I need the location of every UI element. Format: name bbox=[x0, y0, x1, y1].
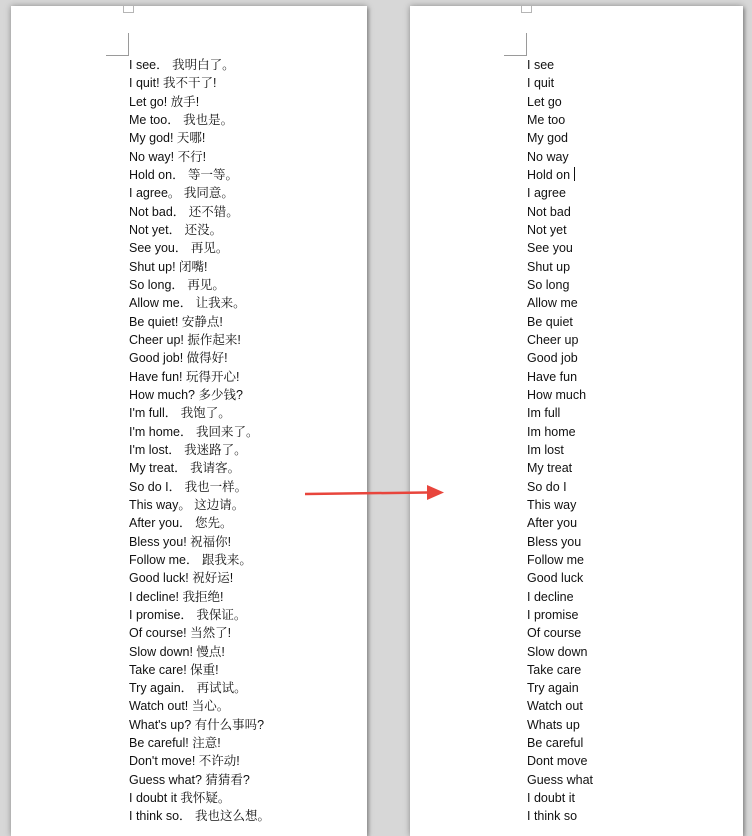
text-line[interactable] bbox=[129, 588, 270, 606]
line-text: I'm home． 我回来了。 bbox=[129, 424, 259, 439]
line-text: I'm full． 我饱了。 bbox=[129, 406, 231, 421]
text-line[interactable] bbox=[129, 478, 270, 496]
line-text: I agree。 我同意。 bbox=[129, 186, 234, 201]
text-line[interactable] bbox=[129, 404, 270, 422]
line-text: Good luck bbox=[527, 571, 584, 586]
text-line[interactable] bbox=[129, 643, 270, 661]
line-text: I decline bbox=[527, 589, 574, 604]
text-line[interactable] bbox=[527, 752, 593, 770]
margin-corner-mark bbox=[504, 33, 527, 56]
text-line[interactable] bbox=[129, 239, 270, 257]
line-text: Allow me． 让我来。 bbox=[129, 296, 246, 311]
line-text: Watch out! 当心。 bbox=[129, 699, 230, 714]
line-text: What's up? 有什么事吗? bbox=[129, 717, 265, 732]
line-text: I'm lost． 我迷路了。 bbox=[129, 442, 247, 457]
text-line[interactable] bbox=[129, 734, 270, 752]
text-line[interactable] bbox=[527, 276, 593, 294]
line-text: I doubt it bbox=[527, 791, 575, 806]
text-line[interactable] bbox=[527, 221, 593, 239]
text-line[interactable] bbox=[129, 716, 270, 734]
line-text: Im full bbox=[527, 406, 561, 421]
text-line[interactable] bbox=[527, 111, 593, 129]
line-text: This way bbox=[527, 497, 577, 512]
line-text: My treat． 我请客。 bbox=[129, 461, 241, 476]
right-arrow-icon bbox=[303, 484, 445, 504]
line-text: How much? 多少钱? bbox=[129, 387, 243, 402]
text-line[interactable] bbox=[527, 56, 593, 74]
text-line[interactable] bbox=[527, 478, 593, 496]
line-text: Watch out bbox=[527, 699, 583, 714]
text-line[interactable] bbox=[527, 74, 593, 92]
line-text: Don't move! 不许动! bbox=[129, 754, 240, 769]
line-text: Good luck! 祝好运! bbox=[129, 571, 234, 586]
text-line[interactable] bbox=[527, 184, 593, 202]
line-text: Not bad． 还不错。 bbox=[129, 204, 239, 219]
text-line[interactable] bbox=[129, 441, 270, 459]
text-line[interactable] bbox=[129, 606, 270, 624]
text-line[interactable] bbox=[129, 148, 270, 166]
text-line[interactable] bbox=[129, 276, 270, 294]
line-text: I see． 我明白了。 bbox=[129, 58, 235, 72]
text-line[interactable] bbox=[527, 258, 593, 276]
line-text: Let go! 放手! bbox=[129, 94, 200, 109]
line-text: Have fun! 玩得开心! bbox=[129, 369, 240, 384]
line-text: Take care! 保重! bbox=[129, 662, 219, 677]
text-line[interactable] bbox=[129, 349, 270, 367]
line-text: Bless you! 祝福你! bbox=[129, 534, 232, 549]
text-line[interactable] bbox=[129, 661, 270, 679]
line-text: After you bbox=[527, 516, 578, 531]
text-line[interactable] bbox=[129, 624, 270, 642]
text-line[interactable] bbox=[527, 349, 593, 367]
document-page-cleaned[interactable] bbox=[410, 6, 743, 836]
text-line[interactable] bbox=[527, 514, 593, 532]
text-line[interactable] bbox=[129, 368, 270, 386]
line-text: Be careful bbox=[527, 736, 584, 751]
line-text: I agree bbox=[527, 186, 566, 201]
line-text: Whats up bbox=[527, 717, 580, 732]
text-line[interactable] bbox=[129, 679, 270, 697]
line-text: Guess what? 猜猜看? bbox=[129, 772, 250, 787]
line-text: I quit bbox=[527, 76, 555, 91]
text-line[interactable] bbox=[129, 386, 270, 404]
arrow-head bbox=[427, 485, 444, 500]
text-line[interactable] bbox=[527, 294, 593, 312]
line-text: Allow me bbox=[527, 296, 578, 311]
text-line[interactable] bbox=[129, 56, 270, 74]
line-text: See you bbox=[527, 241, 573, 256]
line-text: Hold on bbox=[527, 167, 571, 182]
text-line[interactable] bbox=[129, 166, 270, 184]
line-text: Be quiet! 安静点! bbox=[129, 314, 223, 329]
text-line[interactable] bbox=[129, 331, 270, 349]
text-line[interactable] bbox=[527, 716, 593, 734]
phrase-list-original[interactable] bbox=[129, 56, 270, 826]
line-text: Be careful! 注意! bbox=[129, 736, 221, 751]
arrow-shaft bbox=[305, 493, 427, 495]
line-text: Me too． 我也是。 bbox=[129, 112, 234, 127]
line-text: My god bbox=[527, 131, 568, 146]
line-text: Im lost bbox=[527, 442, 564, 457]
line-text: Try again bbox=[527, 681, 579, 696]
text-line[interactable] bbox=[527, 239, 593, 257]
text-line[interactable] bbox=[129, 459, 270, 477]
line-text: I think so． 我也这么想。 bbox=[129, 809, 270, 824]
text-line[interactable] bbox=[527, 661, 593, 679]
line-text: Cheer up bbox=[527, 332, 579, 347]
line-text: Try again． 再试试。 bbox=[129, 681, 247, 696]
text-line[interactable] bbox=[129, 93, 270, 111]
line-text: Cheer up! 振作起来! bbox=[129, 332, 241, 347]
phrase-list-cleaned[interactable] bbox=[527, 56, 593, 826]
text-line[interactable] bbox=[527, 459, 593, 477]
text-line[interactable] bbox=[527, 569, 593, 587]
text-line[interactable] bbox=[129, 514, 270, 532]
text-line[interactable] bbox=[527, 129, 593, 147]
text-line[interactable] bbox=[129, 789, 270, 807]
text-line[interactable] bbox=[129, 221, 270, 239]
text-line[interactable] bbox=[527, 606, 593, 624]
text-line[interactable] bbox=[527, 734, 593, 752]
text-line[interactable] bbox=[527, 588, 593, 606]
text-line[interactable] bbox=[129, 533, 270, 551]
text-line[interactable] bbox=[129, 313, 270, 331]
text-line[interactable] bbox=[129, 74, 270, 92]
line-text: Shut up! 闭嘴! bbox=[129, 259, 208, 274]
text-line[interactable] bbox=[129, 697, 270, 715]
line-text: No way! 不行! bbox=[129, 149, 207, 164]
text-line[interactable] bbox=[527, 807, 593, 825]
line-text: Not bad bbox=[527, 204, 571, 219]
line-text: So long bbox=[527, 277, 570, 292]
text-line[interactable] bbox=[527, 789, 593, 807]
text-line[interactable] bbox=[129, 294, 270, 312]
text-line[interactable] bbox=[527, 148, 593, 166]
line-text: I doubt it 我怀疑。 bbox=[129, 791, 231, 806]
line-text: Take care bbox=[527, 662, 582, 677]
text-line[interactable] bbox=[527, 368, 593, 386]
line-text: Slow down! 慢点! bbox=[129, 644, 225, 659]
text-line[interactable] bbox=[527, 386, 593, 404]
text-line[interactable] bbox=[527, 697, 593, 715]
line-text: My god! 天哪! bbox=[129, 131, 206, 146]
text-line[interactable] bbox=[527, 624, 593, 642]
line-text: Me too bbox=[527, 112, 566, 127]
line-text: Im home bbox=[527, 424, 576, 439]
line-text: I quit! 我不干了! bbox=[129, 76, 217, 91]
line-text: See you． 再见。 bbox=[129, 241, 229, 256]
text-line[interactable] bbox=[527, 203, 593, 221]
text-line[interactable] bbox=[129, 129, 270, 147]
line-text: So do I． 我也一样。 bbox=[129, 479, 248, 494]
text-line[interactable] bbox=[527, 166, 593, 184]
text-line[interactable] bbox=[129, 203, 270, 221]
line-text: So do I bbox=[527, 479, 567, 494]
line-text: Dont move bbox=[527, 754, 588, 769]
line-text: So long． 再见。 bbox=[129, 277, 225, 292]
line-text: Not yet bbox=[527, 222, 567, 237]
text-line[interactable] bbox=[129, 496, 270, 514]
page-top-marker bbox=[123, 6, 134, 13]
line-text: Bless you bbox=[527, 534, 582, 549]
margin-corner-mark bbox=[106, 33, 129, 56]
text-line[interactable] bbox=[129, 184, 270, 202]
text-cursor bbox=[574, 167, 575, 181]
line-text: Follow me bbox=[527, 552, 584, 567]
text-line[interactable] bbox=[527, 331, 593, 349]
text-line[interactable] bbox=[527, 533, 593, 551]
line-text: Slow down bbox=[527, 644, 588, 659]
text-line[interactable] bbox=[527, 441, 593, 459]
text-line[interactable] bbox=[527, 679, 593, 697]
text-line[interactable] bbox=[527, 423, 593, 441]
text-line[interactable] bbox=[527, 551, 593, 569]
text-line[interactable] bbox=[527, 313, 593, 331]
line-text: Be quiet bbox=[527, 314, 573, 329]
line-text: I decline! 我拒绝! bbox=[129, 589, 224, 604]
line-text: After you． 您先。 bbox=[129, 516, 233, 531]
text-line[interactable] bbox=[527, 93, 593, 111]
line-text: I promise． 我保证。 bbox=[129, 607, 247, 622]
line-text: Shut up bbox=[527, 259, 571, 274]
line-text: I promise bbox=[527, 607, 579, 622]
line-text: No way bbox=[527, 149, 569, 164]
line-text: Guess what bbox=[527, 772, 594, 787]
line-text: Good job! 做得好! bbox=[129, 351, 228, 366]
line-text: Hold on． 等一等。 bbox=[129, 167, 239, 182]
line-text: My treat bbox=[527, 461, 573, 476]
line-text: Have fun bbox=[527, 369, 578, 384]
line-text: I think so bbox=[527, 809, 578, 824]
text-line[interactable] bbox=[527, 404, 593, 422]
text-line[interactable] bbox=[129, 752, 270, 770]
text-line[interactable] bbox=[129, 569, 270, 587]
text-line[interactable] bbox=[129, 551, 270, 569]
line-text: Follow me． 跟我来。 bbox=[129, 552, 252, 567]
text-line[interactable] bbox=[129, 423, 270, 441]
text-line[interactable] bbox=[527, 643, 593, 661]
line-text: Let go bbox=[527, 94, 562, 109]
text-line[interactable] bbox=[129, 258, 270, 276]
line-text: Not yet． 还没。 bbox=[129, 222, 223, 237]
line-text: Good job bbox=[527, 351, 578, 366]
text-line[interactable] bbox=[527, 496, 593, 514]
text-line[interactable] bbox=[129, 111, 270, 129]
page-top-marker bbox=[521, 6, 532, 13]
text-line[interactable] bbox=[129, 771, 270, 789]
line-text: Of course bbox=[527, 626, 582, 641]
text-line[interactable] bbox=[129, 807, 270, 825]
document-page-original[interactable] bbox=[11, 6, 367, 836]
text-line[interactable] bbox=[527, 771, 593, 789]
line-text: Of course! 当然了! bbox=[129, 626, 232, 641]
line-text: This way。 这边请。 bbox=[129, 497, 245, 512]
line-text: How much bbox=[527, 387, 587, 402]
line-text: I see bbox=[527, 58, 555, 72]
